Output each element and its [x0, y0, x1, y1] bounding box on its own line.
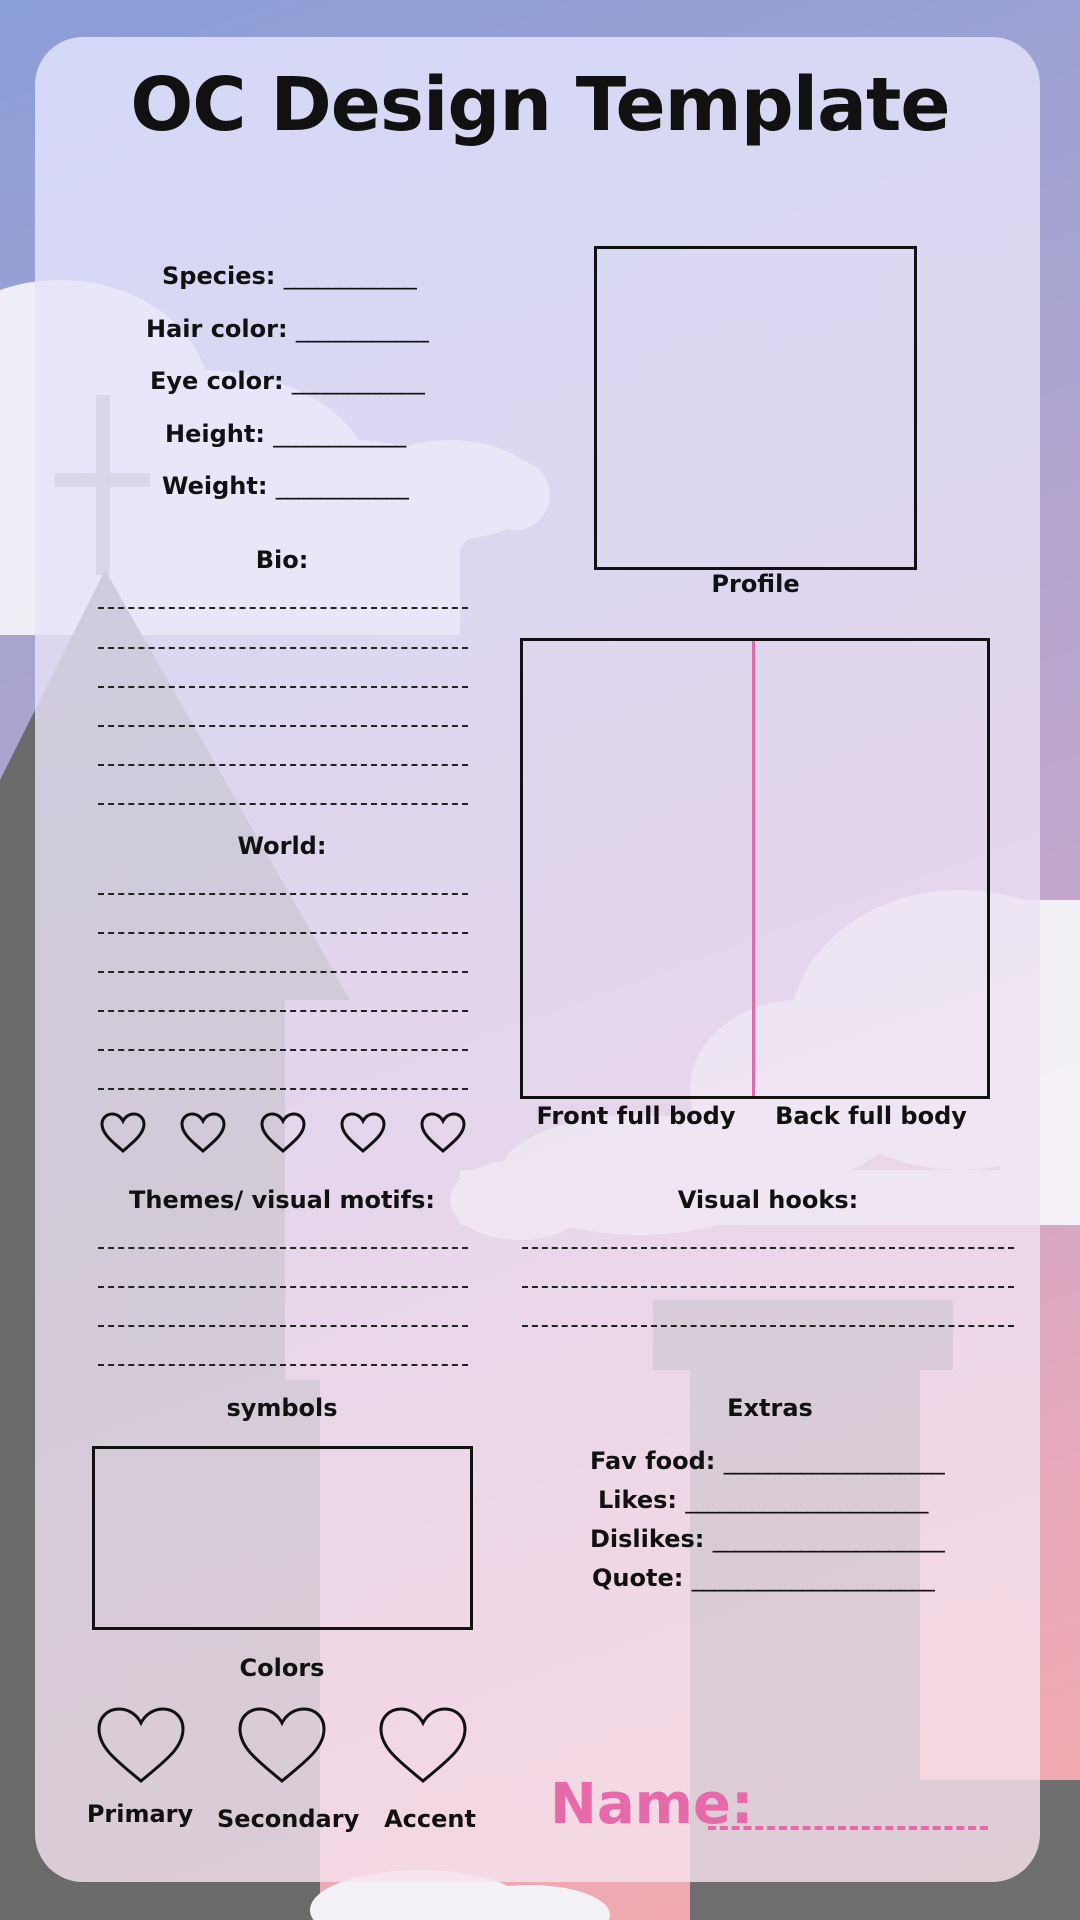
- name-field[interactable]: [708, 1826, 988, 1830]
- themes-line[interactable]: [98, 1247, 468, 1249]
- full-body-divider: [752, 641, 755, 1096]
- heart-icon[interactable]: [100, 1112, 146, 1154]
- world-line[interactable]: [98, 1010, 468, 1012]
- extras-heading: Extras: [727, 1394, 813, 1422]
- front-full-body-label: Front full body: [536, 1102, 736, 1130]
- bio-line[interactable]: [98, 803, 468, 805]
- themes-line[interactable]: [98, 1286, 468, 1288]
- bio-line[interactable]: [98, 764, 468, 766]
- bio-heading: Bio:: [255, 546, 309, 574]
- field-eye-color[interactable]: Eye color: ____________: [150, 367, 424, 395]
- heart-icon[interactable]: [340, 1112, 386, 1154]
- symbols-heading: symbols: [226, 1394, 338, 1422]
- secondary-color-label: Secondary: [217, 1805, 360, 1833]
- world-line[interactable]: [98, 893, 468, 895]
- bio-line[interactable]: [98, 686, 468, 688]
- themes-line[interactable]: [98, 1364, 468, 1366]
- field-hair-color[interactable]: Hair color: ____________: [146, 315, 428, 343]
- extra-quote[interactable]: Quote: ______________________: [592, 1564, 934, 1592]
- world-line[interactable]: [98, 1049, 468, 1051]
- visual-hooks-heading: Visual hooks:: [677, 1186, 859, 1214]
- back-full-body-label: Back full body: [775, 1102, 967, 1130]
- heart-icon[interactable]: [180, 1112, 226, 1154]
- field-height[interactable]: Height: ____________: [165, 420, 406, 448]
- visual-hooks-line[interactable]: [522, 1286, 1014, 1288]
- extra-fav-food[interactable]: Fav food: ____________________: [590, 1447, 944, 1475]
- bio-line[interactable]: [98, 725, 468, 727]
- page-title: OC Design Template: [130, 62, 950, 148]
- bio-line[interactable]: [98, 647, 468, 649]
- name-label: Name:: [550, 1772, 754, 1837]
- world-line[interactable]: [98, 971, 468, 973]
- world-heading: World:: [237, 832, 327, 860]
- profile-box[interactable]: [594, 246, 917, 570]
- heart-icon[interactable]: [260, 1112, 306, 1154]
- secondary-color-heart-icon[interactable]: [236, 1705, 328, 1785]
- symbols-box[interactable]: [92, 1446, 473, 1630]
- field-weight[interactable]: Weight: ____________: [162, 472, 408, 500]
- colors-heading: Colors: [239, 1654, 325, 1682]
- world-line[interactable]: [98, 1088, 468, 1090]
- visual-hooks-line[interactable]: [522, 1247, 1014, 1249]
- profile-label: Profile: [711, 570, 800, 598]
- themes-heading: Themes/ visual motifs:: [129, 1186, 435, 1214]
- accent-color-label: Accent: [384, 1805, 476, 1833]
- visual-hooks-line[interactable]: [522, 1325, 1014, 1327]
- themes-line[interactable]: [98, 1325, 468, 1327]
- full-body-box[interactable]: [520, 638, 990, 1099]
- world-line[interactable]: [98, 932, 468, 934]
- extra-dislikes[interactable]: Dislikes: _____________________: [590, 1525, 944, 1553]
- accent-color-heart-icon[interactable]: [377, 1705, 469, 1785]
- primary-color-label: Primary: [86, 1800, 194, 1828]
- field-species[interactable]: Species: ____________: [162, 262, 416, 290]
- bio-line[interactable]: [98, 607, 468, 609]
- heart-icon[interactable]: [420, 1112, 466, 1154]
- extra-likes[interactable]: Likes: ______________________: [598, 1486, 928, 1514]
- primary-color-heart-icon[interactable]: [95, 1705, 187, 1785]
